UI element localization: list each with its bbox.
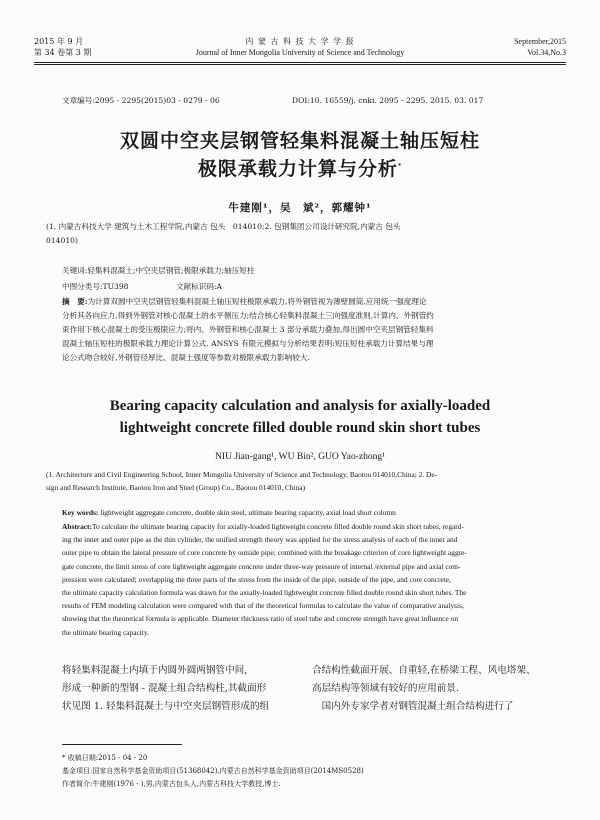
body-line: 合结构性截面开展、自重轻,在桥梁工程、风电塔架、: [312, 665, 536, 676]
footnote-rule: [62, 744, 182, 745]
en-abstract-label: Abstract:: [62, 522, 92, 531]
en-keywords-label: Key words:: [62, 508, 99, 517]
header-journal: [150, 36, 450, 58]
article-number: 文章编号:2095 - 2295(2015)03 - 0279 - 06: [62, 96, 220, 105]
en-abstract-line: the ultimate capacity calculation formula was drawn for the axially-loaded lightweight concrete filled double round skin short tubes. The: [62, 588, 467, 598]
journal-title-cn: 内 蒙 古 科 技 大 学 学 报: [245, 37, 355, 46]
en-abstract-line: Abstract:To calculate the ultimate bearing capacity for axially-loaded lightweight concrete filled double round skin short tubes, regard-: [62, 522, 464, 531]
footnote: [62, 752, 566, 791]
en-authors: NIU Jian-gang¹, WU Bin², GUO Yao-zhong¹: [215, 452, 385, 462]
cn-abstract-line: 混凝土轴压短柱的极限承载力理论计算公式. ANSYS 有限元模拟与分析结果表明:短压短柱承载力计算结果与理: [62, 339, 434, 348]
cn-title-text: 极限承载力计算与分析: [197, 158, 398, 180]
en-abstract-line: pression were calculated; overlapping the three parts of the stress from the inside of the pipe, outside of the pipe, and core concrete,: [62, 574, 451, 584]
cn-abstract-label: 摘 要:: [62, 297, 88, 306]
header-issue: 第 34 卷第 3 期: [34, 48, 92, 57]
en-abstract: [62, 520, 566, 639]
en-abstract-line: gate concrete, the limit stress of core lightweight aggregate concrete under three-way pressure of internal /external pipe and axial com-: [62, 561, 461, 571]
en-title-line2: lightweight concrete filled double round skin short tubes: [119, 420, 481, 436]
footnote-author-bio: 作者简介:牛建刚(1976 - ),男,内蒙古包头人,内蒙古科技大学教授,博士.: [62, 780, 281, 788]
en-abstract-line: results of FEM modeling calculation were compared with that of the theoretical formulas to calculate the value of comparative analysis,: [62, 601, 464, 611]
header-date: 2015 年 9 月: [34, 37, 84, 46]
body-line: 高层结构等领域有较好的应用前景.: [312, 683, 459, 694]
header-right: [514, 36, 566, 58]
en-keywords: [62, 506, 566, 519]
body-line: 状见图 1. 轻集料混凝土与中空夹层钢管形成的组: [62, 701, 270, 712]
header-rule: [34, 62, 566, 63]
header-date-en: September,2015: [514, 37, 566, 46]
cn-authors: 牛建刚¹，吴 斌²，郭耀钟¹: [228, 202, 372, 214]
cn-affiliation-line1: (1. 内蒙古科技大学 建筑与土木工程学院,内蒙古 包头 014010;2. 包钢集团公司设计研究院,内蒙古 包头: [46, 222, 401, 231]
en-abstract-line: the ultimate bearing capacity.: [62, 627, 149, 637]
en-title-line1: Bearing capacity calculation and analysis for axially-loaded: [109, 398, 491, 414]
cn-abstract-line: 摘 要:为计算双圆中空夹层钢管轻集料混凝土轴压短柱极限承载力,将外钢管视为薄壁圆筒,应用统一强度理论: [62, 297, 427, 306]
en-abstract-line: outer pipe to obtain the lateral pressure of core concrete by outside pipe; combined with the breakage criterion of core lightweight aggre-: [62, 548, 467, 558]
cn-affiliation: [46, 220, 566, 248]
header-left: [34, 36, 91, 58]
cn-abstract-line: 束作用下核心混凝土的受压极限应力;将内、外钢管和核心混凝土 3 部分承载力叠加,得出圆中空夹层钢管轻集料: [62, 325, 434, 334]
body-line: 将轻集料混凝土内填于内圆外圆两钢管中间,: [62, 665, 248, 676]
cn-title-line1: 双圆中空夹层钢管轻集料混凝土轴压短柱: [119, 130, 480, 152]
title-footnote-mark: *: [397, 162, 403, 170]
cn-doc-code: 文献标识码:A: [176, 282, 223, 291]
cn-classification: 中图分类号:TU398: [62, 282, 129, 291]
footnote-received: * 收稿日期:2015 - 04 - 20: [62, 754, 148, 762]
footnote-funding: 基金项目:国家自然科学基金资助项目(51368042),内蒙古自然科学基金资助项目(2014MS0528): [62, 767, 364, 775]
cn-title-line2: [34, 154, 566, 181]
cn-abstract-line: 分析其各向应力,得到外钢管对核心混凝土的水平侧压力;结合核心轻集料混凝土三向强度准则,计算内、外钢管约: [62, 311, 434, 320]
en-affiliation-line1: (1. Architecture and Civil Engineering School, Inner Mongolia University of Science and Technology, Baotou 014010,China; 2. De-: [46, 470, 438, 479]
en-keywords-text: lightweight aggregate concrete, double skin steel, ultimate bearing capacity, axial load short column: [100, 508, 396, 517]
header-rule-thin: [34, 64, 566, 65]
header-issue-en: Vol.34,No.3: [527, 48, 566, 57]
en-abstract-line: showing that the theoretical formula is applicable. Diameter thickness ratio of steel tube and concrete strength have great influence on: [62, 614, 459, 624]
cn-abstract-line: 论公式吻合较好,外钢管径厚比、混凝土强度等参数对极限承载力影响较大.: [62, 353, 310, 362]
body-right-column: [312, 662, 568, 716]
cn-keywords: 关键词:轻集料混凝土;中空夹层钢管;极限承载力;轴压短柱: [62, 266, 255, 275]
doi: DOI:10. 16559/j. cnki. 2095 - 2295. 2015. 03. 017: [292, 96, 484, 105]
cn-affiliation-line2: 014010): [46, 236, 78, 245]
body-line: 国内外专家学者对钢管混凝土组合结构进行了: [312, 701, 514, 712]
journal-title-en: Journal of Inner Mongolia University of Science and Technology: [195, 48, 405, 57]
en-affiliation: [46, 468, 566, 494]
en-abstract-line: ing the inner and outer pipe as the thin cylinder, the unified strength theory was applied for the stress analysis of each of the inner and: [62, 535, 458, 545]
body-left-column: [62, 662, 306, 716]
cn-abstract: [62, 295, 566, 365]
body-line: 形成一种新的型钢 - 混凝土组合结构柱,其截面形: [62, 683, 267, 694]
en-affiliation-line2: sign and Research Institute, Baotou Iron and Steel (Group) Co., Baotou 014010, China): [46, 483, 306, 493]
